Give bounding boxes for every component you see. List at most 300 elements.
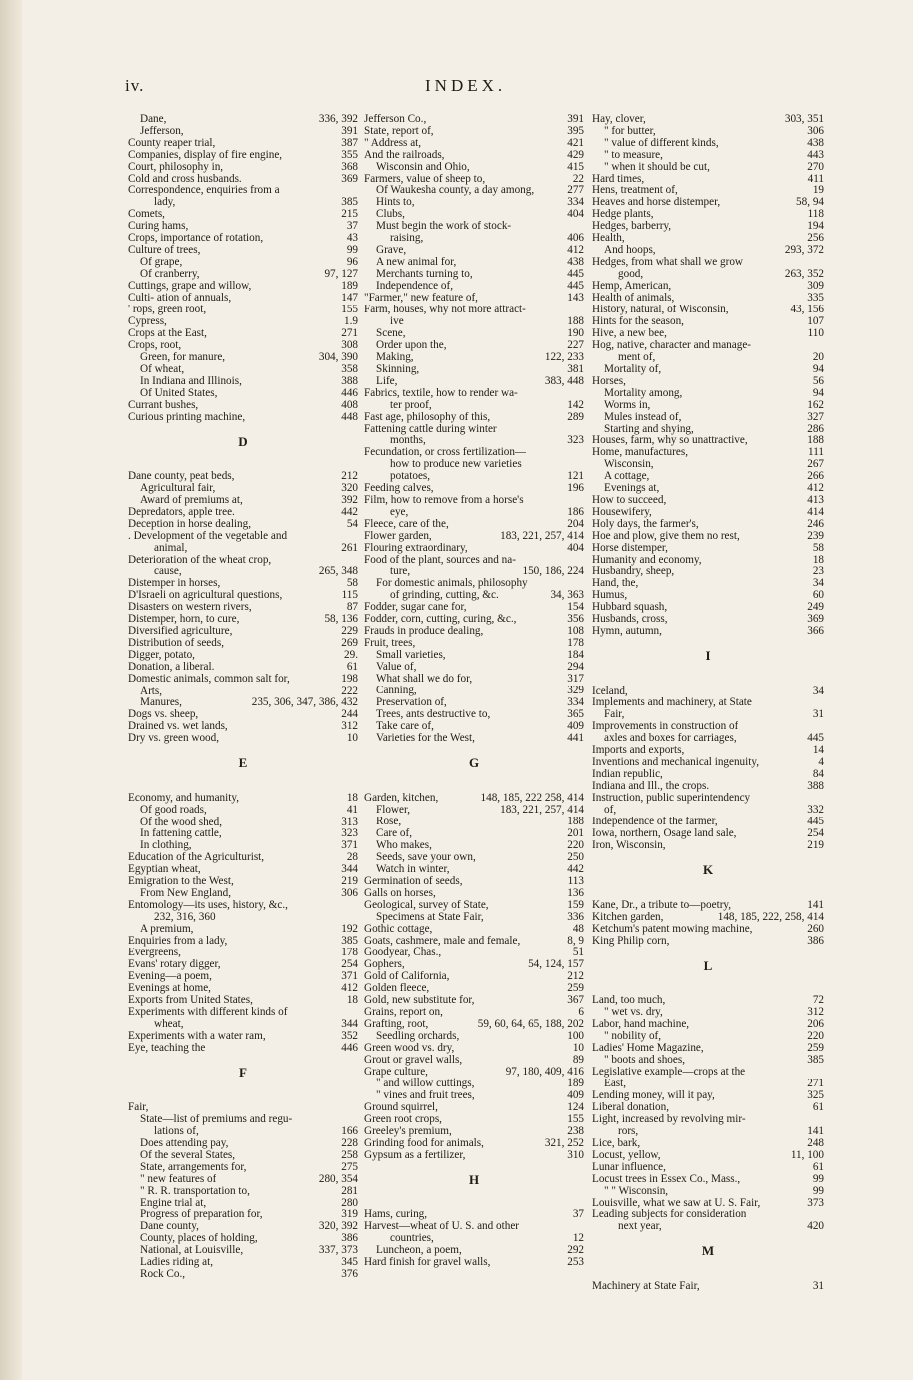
index-entry xyxy=(592,781,824,793)
index-entry xyxy=(128,1198,358,1210)
index-entry xyxy=(128,924,358,936)
entry-term: State, arrangements for, xyxy=(140,1161,247,1173)
index-entry xyxy=(128,197,358,209)
entry-term: " and willow cuttings, xyxy=(376,1078,475,1090)
entry-pages: 58 xyxy=(346,578,358,590)
index-entry xyxy=(128,114,358,126)
index-entry xyxy=(364,424,584,436)
index-entry xyxy=(128,686,358,698)
entry-term: lady, xyxy=(154,197,176,209)
entry-pages: 212 xyxy=(567,971,584,983)
index-entry xyxy=(592,1198,824,1210)
section-letter: D xyxy=(238,433,248,449)
index-entry xyxy=(592,709,824,721)
entry-pages: 11, 100 xyxy=(790,1149,824,1161)
entry-pages: 269 xyxy=(341,637,358,649)
entry-pages: 308 xyxy=(341,340,358,352)
index-entry xyxy=(128,316,358,328)
entry-term: Land, too much, xyxy=(592,995,666,1007)
entry-term: " boots and shoes, xyxy=(604,1054,686,1066)
index-entry xyxy=(128,948,358,960)
index-entry xyxy=(364,1055,584,1067)
entry-pages: 323 xyxy=(341,828,358,840)
index-entry xyxy=(592,1150,824,1162)
index-entry xyxy=(128,1186,358,1198)
entry-pages: 383, 448 xyxy=(544,375,584,387)
entry-term: Deterioration of the wheat crop, xyxy=(128,554,272,566)
entry-term: Take care of, xyxy=(376,721,434,733)
entry-term: axles and boxes for carriages, xyxy=(604,733,737,745)
index-entry xyxy=(592,221,824,233)
entry-term: Award of premiums at, xyxy=(140,495,243,507)
entry-term: Humus, xyxy=(592,590,628,602)
entry-pages: 108 xyxy=(567,625,584,637)
entry-pages: 312 xyxy=(341,721,358,733)
entry-pages: 111 xyxy=(808,447,824,459)
entry-pages: 412 xyxy=(807,483,824,495)
entry-term: And hoops, xyxy=(604,244,656,256)
index-entry xyxy=(364,376,584,388)
index-entry xyxy=(592,257,824,269)
entry-pages: 404 xyxy=(567,542,584,554)
entry-pages: 238 xyxy=(567,1126,584,1138)
entry-term: Legislative example—crops at the xyxy=(592,1066,746,1078)
entry-term: Hams, curing, xyxy=(364,1209,428,1221)
entry-term: Flouring extraordinary, xyxy=(364,542,468,554)
entry-term: Grave, xyxy=(376,244,407,256)
entry-term: Experiments with different kinds of xyxy=(128,1007,288,1019)
index-entry xyxy=(364,674,584,686)
entry-pages: 270 xyxy=(807,161,824,173)
entry-term: " value of different kinds, xyxy=(604,137,719,149)
index-entry xyxy=(592,626,824,638)
index-entry xyxy=(128,805,358,817)
index-entry xyxy=(364,316,584,328)
index-entry xyxy=(364,1209,584,1221)
index-entry xyxy=(128,614,358,626)
entry-pages: 110 xyxy=(807,328,824,340)
entry-term: Light, increased by revolving mir- xyxy=(592,1114,746,1126)
index-entry xyxy=(364,650,584,662)
index-entry xyxy=(128,936,358,948)
entry-term: State—list of premiums and regu- xyxy=(140,1114,293,1126)
entry-pages: 186 xyxy=(567,506,584,518)
entry-pages: 345 xyxy=(341,1257,358,1269)
index-entry xyxy=(128,138,358,150)
entry-term: countries, xyxy=(390,1233,434,1245)
entry-pages: 141 xyxy=(807,899,824,911)
index-entry xyxy=(592,519,824,531)
index-entry xyxy=(128,543,358,555)
index-entry xyxy=(592,578,824,590)
index-entry xyxy=(128,721,358,733)
index-column-1 xyxy=(128,114,358,1281)
entry-term: Green wood vs. dry, xyxy=(364,1042,455,1054)
entry-term: Seeds, save your own, xyxy=(376,852,476,864)
index-entry xyxy=(128,828,358,840)
entry-pages: 263, 352 xyxy=(784,268,824,280)
entry-term: Engine trial at, xyxy=(140,1197,207,1209)
spacer xyxy=(364,1198,584,1210)
index-entry xyxy=(364,793,584,805)
entry-term: Feeding calves, xyxy=(364,483,434,495)
index-entry xyxy=(592,1090,824,1102)
entry-term: Small varieties, xyxy=(376,649,446,661)
index-entry xyxy=(592,543,824,555)
index-entry xyxy=(364,1043,584,1055)
entry-term: good, xyxy=(618,268,644,280)
index-entry xyxy=(364,1126,584,1138)
entry-term: Cypress, xyxy=(128,316,167,328)
index-entry xyxy=(364,400,584,412)
entry-pages: 438 xyxy=(567,256,584,268)
entry-pages: 406 xyxy=(567,233,584,245)
index-entry xyxy=(592,1079,824,1091)
entry-pages: 229 xyxy=(341,626,358,637)
entry-pages: 219 xyxy=(341,876,358,888)
entry-term: Of Waukesha county, a day among, xyxy=(376,185,535,197)
index-entry xyxy=(128,1221,358,1233)
index-entry xyxy=(128,1257,358,1269)
index-entry xyxy=(364,924,584,936)
index-entry xyxy=(592,1007,824,1019)
index-entry xyxy=(128,269,358,281)
entry-term: Horses, xyxy=(592,375,626,387)
index-entry xyxy=(592,233,824,245)
entry-term: Mortality of, xyxy=(604,364,662,376)
spacer xyxy=(128,781,358,793)
entry-pages: 8, 9 xyxy=(567,935,584,947)
entry-pages: 261 xyxy=(341,542,358,554)
entry-term: Preservation of, xyxy=(376,697,447,709)
index-entry xyxy=(592,924,824,936)
index-entry xyxy=(128,626,358,638)
entry-term: Jefferson Co., xyxy=(364,114,427,125)
index-entry xyxy=(364,1031,584,1043)
entry-pages: 183, 221, 257, 414 xyxy=(500,804,584,816)
index-entry xyxy=(364,1245,584,1257)
index-entry xyxy=(592,555,824,567)
index-entry xyxy=(364,1067,584,1079)
entry-term: Companies, display of fire engine, xyxy=(128,149,283,161)
entry-pages: 421 xyxy=(567,137,584,149)
entry-term: In fattening cattle, xyxy=(140,828,222,840)
entry-term: Fleece, care of the, xyxy=(364,518,449,530)
entry-term: of grinding, cutting, &c. xyxy=(390,590,499,602)
entry-term: Locust trees in Essex Co., Mass., xyxy=(592,1173,741,1185)
entry-pages: 310 xyxy=(567,1149,584,1161)
index-entry xyxy=(128,519,358,531)
entry-term: potatoes, xyxy=(390,471,431,483)
entry-pages: 373 xyxy=(807,1197,824,1209)
entry-pages: 23 xyxy=(812,566,824,578)
entry-term: Dogs vs. sheep, xyxy=(128,709,199,721)
entry-pages: 20 xyxy=(812,352,824,364)
entry-term: Independence of, xyxy=(376,280,454,292)
entry-term: Currant bushes, xyxy=(128,399,199,411)
entry-pages: 365 xyxy=(567,709,584,721)
entry-pages: 420 xyxy=(807,1221,824,1233)
entry-term: next year, xyxy=(618,1221,662,1233)
entry-pages: 368 xyxy=(341,161,358,173)
entry-term: Starting and shying, xyxy=(604,423,694,435)
entry-term: Heaves and horse distemper, xyxy=(592,197,721,209)
entry-pages: 385 xyxy=(341,197,358,209)
index-entry xyxy=(128,233,358,245)
index-entry xyxy=(592,1138,824,1150)
entry-term: Hubbard squash, xyxy=(592,602,668,614)
index-entry xyxy=(592,424,824,436)
entry-pages: 446 xyxy=(341,1042,358,1054)
entry-pages: 258 xyxy=(341,1149,358,1161)
entry-term: From New England, xyxy=(140,887,232,899)
entry-term: Louisville, what we saw at U. S. Fair, xyxy=(592,1197,761,1209)
index-entry xyxy=(364,959,584,971)
entry-term: raising, xyxy=(390,233,424,245)
entry-pages: 58, 94 xyxy=(796,197,824,209)
entry-term: Farm, houses, why not more attract- xyxy=(364,304,526,316)
index-entry xyxy=(592,126,824,138)
entry-term: History, natural, of Wisconsin, xyxy=(592,304,729,316)
index-entry xyxy=(364,221,584,233)
entry-pages: 166 xyxy=(341,1126,358,1138)
index-entry xyxy=(128,817,358,829)
entry-term: Manures, xyxy=(140,697,182,709)
index-entry xyxy=(592,197,824,209)
entry-term: Domestic animals, common salt for, xyxy=(128,673,290,685)
entry-term: Iron, Wisconsin, xyxy=(592,840,666,852)
entry-pages: 94 xyxy=(812,387,824,399)
entry-term: Farmers, value of sheep to, xyxy=(364,173,486,185)
index-entry xyxy=(364,602,584,614)
index-entry xyxy=(128,709,358,721)
index-entry xyxy=(364,507,584,519)
entry-term: Liberal donation, xyxy=(592,1102,670,1114)
index-entry xyxy=(364,864,584,876)
entry-pages: 94 xyxy=(812,364,824,376)
entry-term: Hedge plants, xyxy=(592,209,654,221)
index-entry xyxy=(592,293,824,305)
entry-term: Of United States, xyxy=(140,387,218,399)
index-entry xyxy=(364,447,584,459)
entry-term: Inventions and mechanical ingenuity, xyxy=(592,756,760,768)
entry-pages: 336, 392 xyxy=(318,114,358,125)
entry-pages: 415 xyxy=(567,161,584,173)
index-entry xyxy=(592,721,824,733)
index-entry xyxy=(128,840,358,852)
entry-pages: 201 xyxy=(567,828,584,840)
index-entry xyxy=(592,245,824,257)
index-entry xyxy=(592,1221,824,1233)
index-entry xyxy=(128,1031,358,1043)
index-entry xyxy=(592,1186,824,1198)
entry-term: County, places of holding, xyxy=(140,1233,258,1245)
index-entry xyxy=(592,209,824,221)
entry-pages: 204 xyxy=(567,518,584,530)
entry-pages: 18 xyxy=(346,792,358,804)
index-entry xyxy=(592,1019,824,1031)
index-entry xyxy=(592,459,824,471)
index-entry xyxy=(592,1067,824,1079)
entry-term: ment of, xyxy=(618,352,656,364)
entry-pages: 188 xyxy=(567,816,584,828)
entry-pages: 320, 392 xyxy=(318,1221,358,1233)
index-entry xyxy=(592,1174,824,1186)
entry-pages: 265, 348 xyxy=(318,566,358,578)
entry-pages: 280 xyxy=(341,1197,358,1209)
entry-pages: 220 xyxy=(807,1030,824,1042)
index-entry xyxy=(364,614,584,626)
entry-pages: 412 xyxy=(341,983,358,995)
index-entry xyxy=(128,281,358,293)
entry-pages: 48 xyxy=(572,923,584,935)
entry-term: Ground squirrel, xyxy=(364,1102,438,1114)
entry-term: Culti- ation of annuals, xyxy=(128,292,232,304)
index-entry xyxy=(364,352,584,364)
entry-term: National, at Louisville, xyxy=(140,1245,244,1257)
index-entry xyxy=(592,1043,824,1055)
index-column-3 xyxy=(592,114,824,1293)
index-entry xyxy=(592,471,824,483)
entry-pages: 248 xyxy=(807,1138,824,1150)
entry-term: Galls on horses, xyxy=(364,887,436,899)
entry-pages: 194 xyxy=(807,221,824,233)
index-entry xyxy=(364,995,584,1007)
index-entry xyxy=(364,138,584,150)
entry-pages: 18 xyxy=(346,995,358,1007)
entry-term: " for butter, xyxy=(604,125,656,137)
entry-term: Fast age, philosophy of this, xyxy=(364,411,491,423)
index-entry xyxy=(128,566,358,578)
entry-term: Grinding food for animals, xyxy=(364,1137,484,1149)
entry-pages: 222 xyxy=(341,685,358,697)
entry-pages: 99 xyxy=(812,1173,824,1185)
section-letter: F xyxy=(239,1064,247,1080)
entry-pages: 358 xyxy=(341,364,358,376)
entry-pages: 391 xyxy=(341,125,358,137)
entry-term: how to produce new varieties xyxy=(390,459,522,471)
entry-pages: 303, 351 xyxy=(784,114,824,125)
entry-pages: 89 xyxy=(572,1054,584,1066)
entry-pages: 99 xyxy=(812,1185,824,1197)
index-entry xyxy=(364,126,584,138)
entry-pages: 183, 221, 257, 414 xyxy=(500,530,584,542)
index-entry xyxy=(128,507,358,519)
index-entry xyxy=(592,483,824,495)
index-entry xyxy=(364,531,584,543)
index-entry xyxy=(592,316,824,328)
entry-pages: 286 xyxy=(807,423,824,435)
entry-pages: 19 xyxy=(812,185,824,197)
entry-pages: 250 xyxy=(567,852,584,864)
entry-pages: 72 xyxy=(812,995,824,1007)
entry-term: Diversified agriculture, xyxy=(128,626,233,637)
entry-term: cause, xyxy=(154,566,182,578)
entry-pages: 212 xyxy=(341,471,358,483)
entry-term: Of cranberry, xyxy=(140,268,200,280)
entry-term: Dane, xyxy=(140,114,167,125)
index-entry xyxy=(364,1090,584,1102)
index-entry xyxy=(364,114,584,126)
entry-pages: 256 xyxy=(807,233,824,245)
entry-pages: 385 xyxy=(807,1054,824,1066)
entry-term: Gold, new substitute for, xyxy=(364,995,475,1007)
entry-pages: 189 xyxy=(341,280,358,292)
index-entry xyxy=(128,1102,358,1114)
index-entry xyxy=(128,328,358,340)
entry-pages: 289 xyxy=(567,411,584,423)
index-entry xyxy=(128,305,358,317)
index-entry xyxy=(364,686,584,698)
index-entry xyxy=(128,1233,358,1245)
entry-pages: 244 xyxy=(341,709,358,721)
entry-term: Trees, ants destructive to, xyxy=(376,709,491,721)
index-entry xyxy=(592,531,824,543)
entry-term: Labor, hand machine, xyxy=(592,1018,690,1030)
entry-pages: 10 xyxy=(346,733,358,745)
entry-pages: 438 xyxy=(807,137,824,149)
entry-term: Hymn, autumn, xyxy=(592,625,662,637)
entry-term: Of good roads, xyxy=(140,804,207,816)
entry-term: And the railroads, xyxy=(364,149,445,161)
entry-pages: 155 xyxy=(567,1114,584,1126)
entry-pages: 309 xyxy=(807,280,824,292)
entry-pages: 313 xyxy=(341,816,358,828)
entry-term: of, xyxy=(604,804,617,816)
entry-pages: 412 xyxy=(567,244,584,256)
entry-pages: 306 xyxy=(807,125,824,137)
entry-pages: 376 xyxy=(341,1269,358,1280)
index-entry xyxy=(592,507,824,519)
entry-pages: 198 xyxy=(341,673,358,685)
index-entry xyxy=(128,412,358,424)
index-entry xyxy=(128,162,358,174)
entry-pages: 148, 185, 222 258, 414 xyxy=(480,792,584,804)
index-entry xyxy=(364,983,584,995)
index-entry xyxy=(364,174,584,186)
entry-pages: 409 xyxy=(567,1090,584,1102)
entry-term: " vines and fruit trees, xyxy=(376,1090,475,1102)
index-entry xyxy=(364,185,584,197)
entry-term: Grout or gravel walls, xyxy=(364,1054,463,1066)
entry-term: Independence of the farmer, xyxy=(592,816,718,828)
entry-pages: 228 xyxy=(341,1138,358,1150)
entry-term: Holy days, the farmer's, xyxy=(592,518,699,530)
entry-term: Varieties for the West, xyxy=(376,733,475,745)
entry-term: Grape culture, xyxy=(364,1066,428,1078)
entry-pages: 31 xyxy=(812,1280,824,1292)
index-entry xyxy=(592,150,824,162)
entry-pages: 87 xyxy=(346,602,358,614)
index-entry xyxy=(128,876,358,888)
entry-pages: 215 xyxy=(341,209,358,221)
index-entry xyxy=(128,852,358,864)
entry-pages: 43, 156 xyxy=(790,304,824,316)
index-entry xyxy=(364,340,584,352)
entry-pages: 386 xyxy=(341,1233,358,1245)
index-entry xyxy=(128,900,358,912)
entry-term: Life, xyxy=(376,375,398,387)
entry-term: Fecundation, or cross fertilization— xyxy=(364,447,527,459)
entry-term: East, xyxy=(604,1078,627,1090)
entry-term: Clubs, xyxy=(376,209,405,221)
entry-term: Experiments with a water ram, xyxy=(128,1030,266,1042)
index-entry xyxy=(592,697,824,709)
entry-pages: 254 xyxy=(807,828,824,840)
section-letter: K xyxy=(702,862,714,878)
section-letter: H xyxy=(468,1171,480,1187)
entry-term: Cuttings, grape and willow, xyxy=(128,280,252,292)
